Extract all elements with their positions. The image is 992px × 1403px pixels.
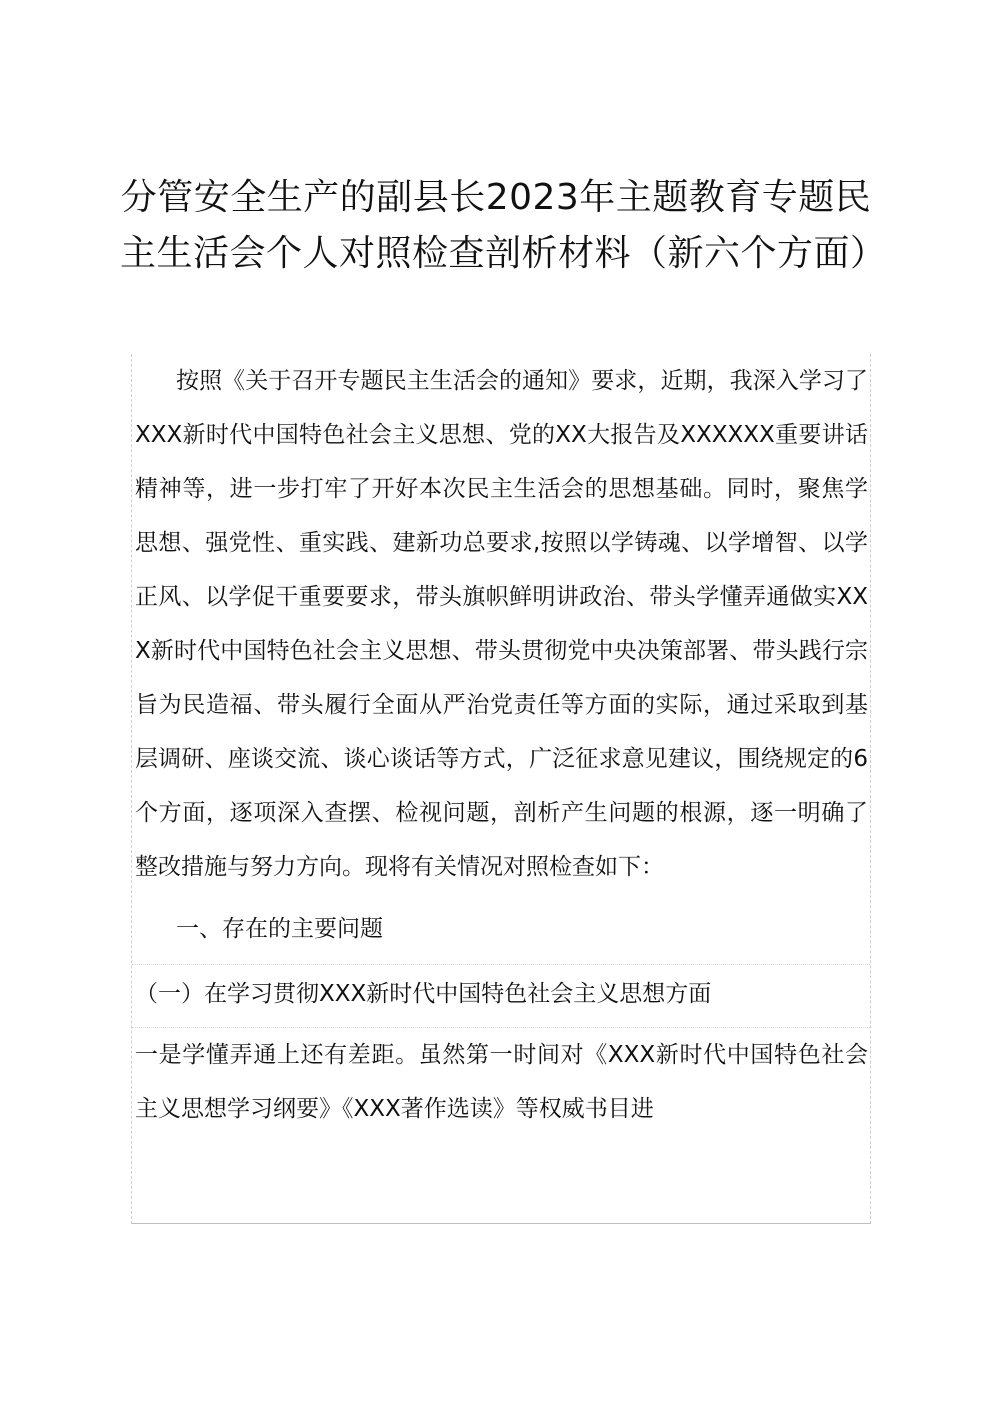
- document-body: [131, 354, 871, 1224]
- first-point-paragraph: 一是学懂弄通上还有差距。虽然第一时间对《XXX新时代中国特色社会主义思想学习纲要》《XXX著作选读》等权威书目进: [132, 1027, 870, 1136]
- section-heading: 一、存在的主要问题: [176, 916, 383, 942]
- subsection-heading: （一）在学习贯彻XXX新时代中国特色社会主义思想方面: [132, 964, 870, 1021]
- document-title: 分管安全生产的副县长2023年主题教育专题民主生活会个人对照检查剖析材料（新六个方面）: [120, 177, 887, 274]
- intro-paragraph: 按照《关于召开专题民主生活会的通知》要求，近期，我深入学习了XXX新时代中国特色社会主义思想、党的XX大报告及XXXXXX重要讲话精神等，进一步打牢了开好本次民主生活会的思想基础。同时，聚焦学思想、强党性、重实践、建新功总要求,按照以学铸魂、以学增智、以学正风、以学促干重要要求，带头旗帜鲜明讲政治、带头学懂弄通做实XXX新时代中国特色社会主义思想、带头贯彻党中央决策部署、带头践行宗旨为民造福、带头履行全面从严治党责任等方面的实际，通过采取到基层调研、座谈交流、谈心谈话等方式，广泛征求意见建议，围绕规定的6个方面，逐项深入查摆、检视问题，剖析产生问题的根源，逐一明确了整改措施与努力方向。现将有关情况对照检查如下：: [135, 368, 868, 880]
